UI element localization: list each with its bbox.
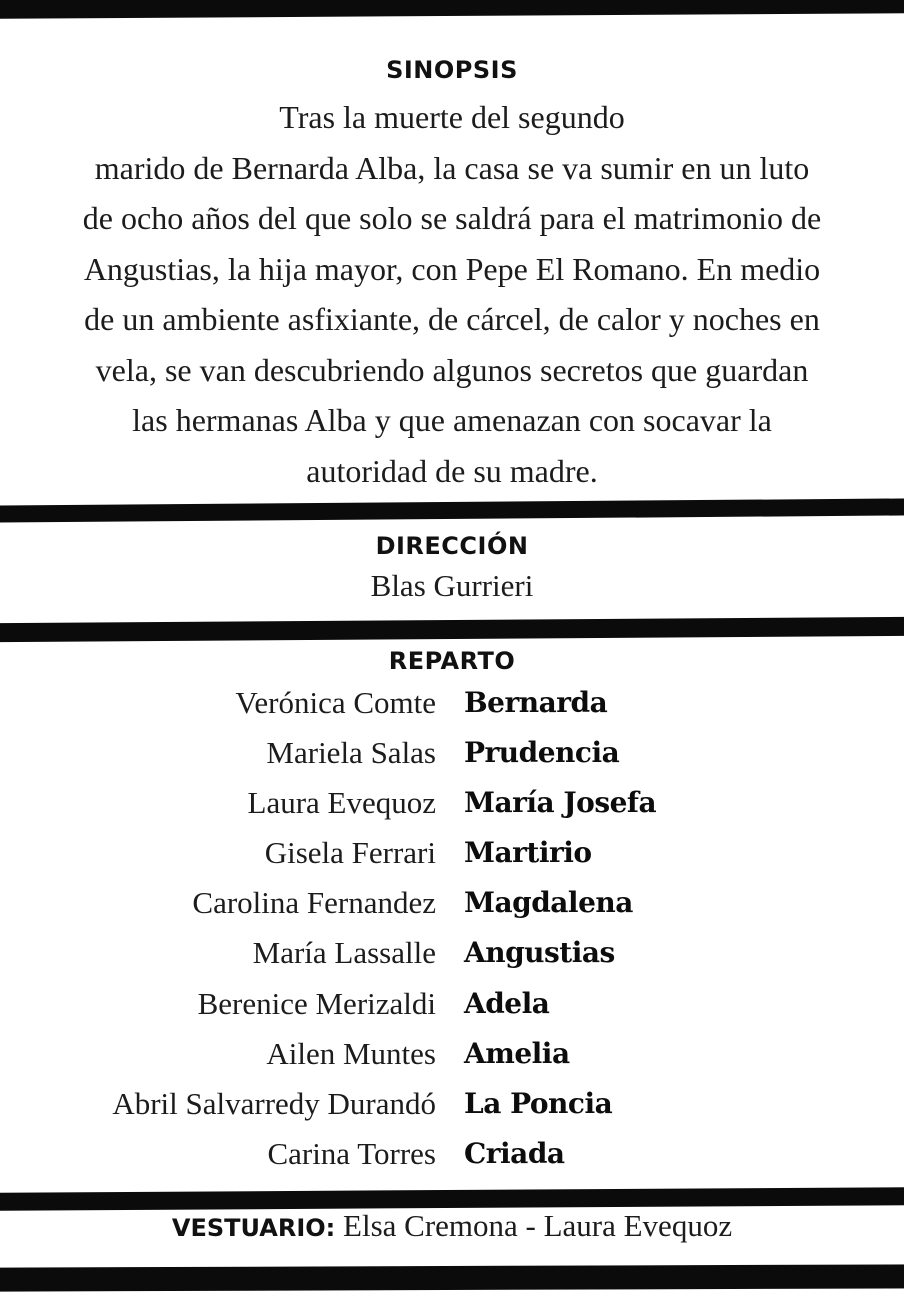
costume-credit: [0, 1208, 904, 1244]
synopsis-line: de un ambiente asfixiante, de cárcel, de calor y noches en: [84, 301, 820, 337]
cast-row: [0, 678, 904, 728]
synopsis-line: las hermanas Alba y que amenazan con socavar la: [132, 402, 772, 438]
cast-row: [0, 1079, 904, 1129]
role-name: Criada: [464, 1136, 565, 1170]
synopsis-text: [20, 92, 884, 496]
cast-row: [0, 728, 904, 778]
role-name: Martirio: [464, 836, 592, 870]
synopsis-line: Angustias, la hija mayor, con Pepe El Romano. En medio: [83, 250, 821, 287]
synopsis-line: vela, se van descubriendo algunos secretos que guardan: [95, 351, 809, 388]
section-divider-bar: [0, 498, 904, 522]
direction-heading: DIRECCIÓN: [375, 532, 529, 560]
actor-name: María Lassalle: [252, 935, 436, 971]
synopsis-line: marido de Bernarda Alba, la casa se va sumir en un luto: [94, 149, 810, 186]
actor-name: Berenice Merizaldi: [197, 985, 436, 1021]
role-name: Angustias: [464, 936, 615, 970]
cast-row: [0, 979, 904, 1029]
actor-name: Carina Torres: [267, 1135, 436, 1171]
cast-row: [0, 928, 904, 978]
role-name: Magdalena: [464, 886, 633, 920]
role-name: Bernarda: [464, 686, 608, 719]
top-divider-bar: [0, 0, 904, 19]
actor-name: Ailen Muntes: [266, 1035, 436, 1071]
actor-name: Abril Salvarredy Durandó: [112, 1085, 436, 1121]
cast-row: [0, 828, 904, 878]
synopsis-heading: SINOPSIS: [386, 56, 518, 84]
cast-row: [0, 878, 904, 928]
synopsis-line: de ocho años del que solo se saldrá para el matrimonio de: [82, 200, 822, 236]
cast-row: [0, 778, 904, 828]
synopsis-line: Tras la muerte del segundo: [279, 99, 625, 135]
role-name: La Poncia: [464, 1086, 613, 1120]
costume-label: VESTUARIO:: [171, 1214, 336, 1242]
cast-list: [0, 678, 904, 1179]
synopsis-line: autoridad de su madre.: [306, 452, 598, 489]
director-name: Blas Gurrieri: [370, 568, 534, 603]
actor-name: Laura Evequoz: [247, 785, 436, 821]
cast-heading: REPARTO: [388, 647, 516, 675]
role-name: Adela: [464, 986, 550, 1020]
cast-row: [0, 1129, 904, 1179]
role-name: Prudencia: [464, 736, 620, 770]
actor-name: Carolina Fernandez: [192, 885, 436, 921]
bottom-divider-bar: [0, 1264, 904, 1291]
role-name: Amelia: [464, 1036, 570, 1070]
section-divider-bar: [0, 617, 904, 643]
actor-name: Verónica Comte: [235, 685, 436, 720]
cast-row: [0, 1029, 904, 1079]
costume-value: Elsa Cremona - Laura Evequoz: [335, 1208, 733, 1243]
actor-name: Mariela Salas: [266, 735, 436, 771]
role-name: María Josefa: [464, 786, 657, 820]
actor-name: Gisela Ferrari: [264, 835, 436, 871]
